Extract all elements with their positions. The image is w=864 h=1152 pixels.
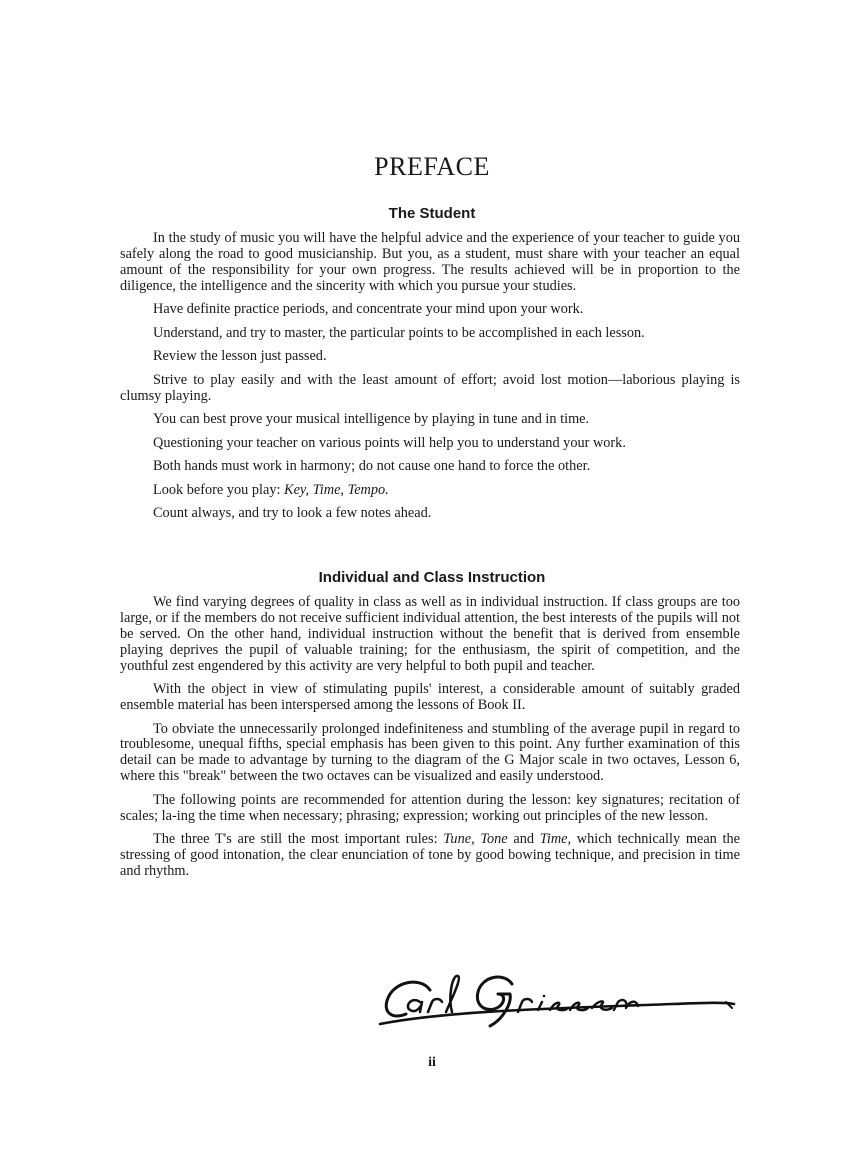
- section-class-body: [120, 595, 740, 887]
- paragraph-three-ts: [120, 832, 740, 880]
- section-heading-student: The Student: [388, 205, 476, 222]
- paragraph: We find varying degrees of quality in class as well as in individual instruction. If class groups are too large, or if the members do not receive sufficient individual attention, the best interests of the pupils will not be served. On the other hand, individual instruction without the benefit that is derived from ensemble playing deprives the pupil of valuable training; for the enthusiasm, the spirit of competition, and the youthful zest engendered by this activity are very helpful to both pupil and teacher.: [120, 594, 740, 674]
- paragraph: Review the lesson just passed.: [153, 348, 327, 365]
- paragraph-look-before: [120, 483, 740, 499]
- look-before-italic: Key, Time, Tempo.: [284, 481, 389, 498]
- section-student-body: [120, 231, 740, 530]
- three-ts-part2: and: [513, 831, 534, 848]
- paragraph: Questioning your teacher on various points will help you to understand your work.: [153, 434, 626, 451]
- three-ts-italic1: Tune, Tone: [443, 831, 508, 848]
- three-ts-italic2: Time,: [539, 831, 572, 848]
- page-title: PREFACE: [374, 152, 490, 181]
- paragraph: Strive to play easily and with the least amount of effort; avoid lost motion—laborious playing is clumsy playing.: [120, 371, 740, 404]
- look-before-text: Look before you play:: [153, 481, 281, 498]
- three-ts-part3: which technically mean the stressing of good intonation, the clear enunciation of tone by good bowing technique, and precision in time and rhythm.: [120, 831, 740, 879]
- paragraph: Count always, and try to look a few notes ahead.: [153, 505, 432, 522]
- paragraph: In the study of music you will have the helpful advice and the experience of your teacher to guide you safely along the road to good musicianship. But you, as a student, must share with your teacher an equal amount of the responsibility for your own progress. The results achieved will be in proportion to the diligence, the intelligence and the sincerity with which you pursue your studies.: [120, 230, 740, 294]
- three-ts-part1: The three T's are still the most important rules:: [153, 831, 438, 848]
- paragraph: With the object in view of stimulating pupils' interest, a considerable amount of suitably graded ensemble material has been interspersed among the lessons of Book II.: [120, 681, 740, 714]
- section-heading-class-instruction: Individual and Class Instruction: [318, 569, 546, 586]
- paragraph: You can best prove your musical intelligence by playing in tune and in time.: [153, 411, 590, 428]
- handwritten-signature: [372, 968, 752, 1030]
- paragraph: To obviate the unnecessarily prolonged indefiniteness and stumbling of the average pupil in regard to troublesome, unequal fifths, special emphasis has been given to this point. Any further examination of this detail can be made to advantage by turning to the diagram of the G Major scale in two octaves, Lesson 6, where this "break" between the two octaves can be visualized and easily understood.: [120, 720, 740, 785]
- paragraph: Understand, and try to master, the particular points to be accomplished in each lesson.: [153, 324, 645, 341]
- paragraph: Both hands must work in harmony; do not cause one hand to force the other.: [153, 458, 591, 475]
- paragraph: Have definite practice periods, and concentrate your mind upon your work.: [153, 301, 584, 318]
- paragraph: The following points are recommended for attention during the lesson: key signatures; recitation of scales; la-ing the time when necessary; phrasing; expression; working out principles of the new lesson.: [120, 791, 740, 824]
- page-number: ii: [428, 1055, 436, 1070]
